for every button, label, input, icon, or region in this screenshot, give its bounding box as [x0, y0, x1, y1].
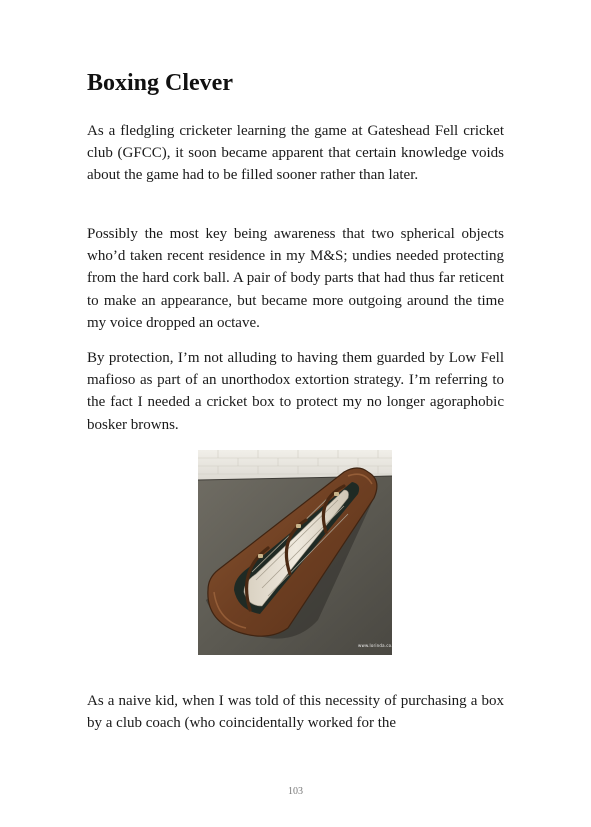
- paragraph-4: As a naive kid, when I was told of this necessity of purchasing a box by a club coach (who coincidentally worked for the: [87, 693, 504, 732]
- photo-credit: www.lorinda.co.uk: [358, 643, 398, 648]
- paragraph-1: As a fledgling cricketer learning the game at Gateshead Fell cricket club (GFCC), it soon became apparent that certain knowledge voids about the game had to be filled sooner rather than later.: [87, 123, 504, 184]
- page-title: Boxing Clever: [87, 70, 233, 96]
- paragraph-3: By protection, I’m not alluding to having them guarded by Low Fell mafioso as part of an unorthodox extortion strategy. I’m referring to the fact I needed a cricket box to protect my no longer agoraphobic bosker browns.: [87, 350, 504, 433]
- paragraph-2: Possibly the most key being awareness that two spherical objects who’d taken recent residence in my M&S; undies needed protecting from the hard cork ball. A pair of body parts that had thus far reticent to make an appearance, but became more outgoing around the time my voice dropped an octave.: [87, 226, 504, 331]
- cricket-bag-photo: [198, 450, 392, 655]
- page-number: 103: [288, 786, 303, 797]
